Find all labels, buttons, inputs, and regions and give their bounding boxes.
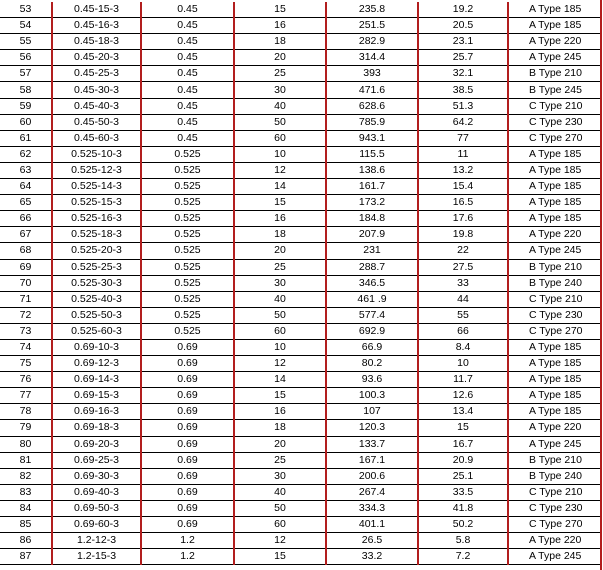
row-number-cell: 87: [0, 549, 52, 565]
value-a-cell: 231: [326, 243, 418, 259]
type-cell: A Type 185: [508, 339, 600, 355]
diameter-cell: 0.525: [141, 195, 234, 211]
type-cell: A Type 185: [508, 388, 600, 404]
row-number-cell: 77: [0, 388, 52, 404]
model-cell: 0.525-10-3: [52, 146, 141, 162]
value-a-cell: 115.5: [326, 146, 418, 162]
diameter-cell: 0.45: [141, 114, 234, 130]
type-cell: C Type 230: [508, 114, 600, 130]
value-b-cell: 50.2: [418, 517, 508, 533]
size-cell: 18: [234, 34, 326, 50]
row-number-cell: 65: [0, 195, 52, 211]
value-b-cell: 13.2: [418, 162, 508, 178]
value-b-cell: 55: [418, 307, 508, 323]
model-cell: 0.525-12-3: [52, 162, 141, 178]
value-a-cell: 184.8: [326, 211, 418, 227]
row-number-cell: 69: [0, 259, 52, 275]
size-cell: 50: [234, 307, 326, 323]
value-b-cell: 33.5: [418, 484, 508, 500]
value-a-cell: 628.6: [326, 98, 418, 114]
row-number-cell: 70: [0, 275, 52, 291]
value-b-cell: 5.8: [418, 533, 508, 549]
model-cell: 0.69-50-3: [52, 500, 141, 516]
row-number-cell: 80: [0, 436, 52, 452]
type-cell: A Type 185: [508, 404, 600, 420]
model-cell: 0.525-25-3: [52, 259, 141, 275]
model-cell: 0.45-18-3: [52, 34, 141, 50]
value-a-cell: 93.6: [326, 372, 418, 388]
diameter-cell: 0.525: [141, 307, 234, 323]
value-a-cell: 334.3: [326, 500, 418, 516]
type-cell: A Type 185: [508, 195, 600, 211]
row-number-cell: 67: [0, 227, 52, 243]
value-a-cell: 314.4: [326, 50, 418, 66]
value-a-cell: 120.3: [326, 420, 418, 436]
size-cell: 40: [234, 484, 326, 500]
value-a-cell: 200.6: [326, 468, 418, 484]
table-row: [0, 114, 600, 130]
diameter-cell: 0.69: [141, 372, 234, 388]
value-a-cell: 26.5: [326, 533, 418, 549]
size-cell: 30: [234, 275, 326, 291]
value-b-cell: 41.8: [418, 500, 508, 516]
model-cell: 0.69-16-3: [52, 404, 141, 420]
table-row: [0, 468, 600, 484]
value-a-cell: 161.7: [326, 179, 418, 195]
value-a-cell: 692.9: [326, 323, 418, 339]
row-number-cell: 78: [0, 404, 52, 420]
table-row: [0, 549, 600, 565]
model-cell: 0.525-18-3: [52, 227, 141, 243]
diameter-cell: 0.525: [141, 227, 234, 243]
row-number-cell: 68: [0, 243, 52, 259]
value-b-cell: 19.8: [418, 227, 508, 243]
diameter-cell: 0.45: [141, 50, 234, 66]
model-cell: 0.45-60-3: [52, 130, 141, 146]
row-number-cell: 72: [0, 307, 52, 323]
model-cell: 0.525-30-3: [52, 275, 141, 291]
value-a-cell: 138.6: [326, 162, 418, 178]
diameter-cell: 0.525: [141, 323, 234, 339]
table-row: [0, 420, 600, 436]
model-cell: 0.525-60-3: [52, 323, 141, 339]
size-cell: 30: [234, 82, 326, 98]
value-a-cell: 401.1: [326, 517, 418, 533]
diameter-cell: 0.45: [141, 66, 234, 82]
row-number-cell: 76: [0, 372, 52, 388]
table-row: [0, 211, 600, 227]
type-cell: A Type 185: [508, 2, 600, 18]
size-cell: 14: [234, 179, 326, 195]
table-row: [0, 2, 600, 18]
diameter-cell: 1.2: [141, 549, 234, 565]
value-a-cell: 167.1: [326, 452, 418, 468]
size-cell: 60: [234, 323, 326, 339]
diameter-cell: 0.45: [141, 34, 234, 50]
value-b-cell: 8.4: [418, 339, 508, 355]
type-cell: A Type 245: [508, 50, 600, 66]
size-cell: 15: [234, 195, 326, 211]
value-a-cell: 461 .9: [326, 291, 418, 307]
value-b-cell: 16.5: [418, 195, 508, 211]
table-row: [0, 484, 600, 500]
size-cell: 10: [234, 339, 326, 355]
value-a-cell: 785.9: [326, 114, 418, 130]
model-cell: 0.525-15-3: [52, 195, 141, 211]
diameter-cell: 0.69: [141, 436, 234, 452]
model-cell: 0.525-40-3: [52, 291, 141, 307]
model-cell: 1.2-12-3: [52, 533, 141, 549]
type-cell: A Type 185: [508, 356, 600, 372]
table-row: [0, 259, 600, 275]
row-number-cell: 60: [0, 114, 52, 130]
size-cell: 18: [234, 420, 326, 436]
value-b-cell: 20.5: [418, 18, 508, 34]
table-right-border: [600, 0, 602, 570]
model-cell: 0.45-40-3: [52, 98, 141, 114]
value-b-cell: 25.1: [418, 468, 508, 484]
value-a-cell: 235.8: [326, 2, 418, 18]
value-b-cell: 22: [418, 243, 508, 259]
value-a-cell: 943.1: [326, 130, 418, 146]
value-b-cell: 11: [418, 146, 508, 162]
model-cell: 0.45-25-3: [52, 66, 141, 82]
model-cell: 0.45-50-3: [52, 114, 141, 130]
diameter-cell: 0.69: [141, 517, 234, 533]
size-cell: 40: [234, 291, 326, 307]
table-row: [0, 243, 600, 259]
spec-table: [0, 2, 600, 565]
value-b-cell: 23.1: [418, 34, 508, 50]
type-cell: C Type 210: [508, 291, 600, 307]
table-row: [0, 179, 600, 195]
row-number-cell: 55: [0, 34, 52, 50]
table-row: [0, 452, 600, 468]
type-cell: C Type 210: [508, 98, 600, 114]
type-cell: A Type 185: [508, 372, 600, 388]
diameter-cell: 0.45: [141, 98, 234, 114]
diameter-cell: 0.525: [141, 291, 234, 307]
size-cell: 60: [234, 517, 326, 533]
table-row: [0, 291, 600, 307]
value-a-cell: 66.9: [326, 339, 418, 355]
table-row: [0, 323, 600, 339]
table-row: [0, 82, 600, 98]
size-cell: 15: [234, 549, 326, 565]
value-b-cell: 19.2: [418, 2, 508, 18]
model-cell: 0.525-20-3: [52, 243, 141, 259]
diameter-cell: 0.69: [141, 339, 234, 355]
table-row: [0, 34, 600, 50]
type-cell: A Type 220: [508, 533, 600, 549]
value-a-cell: 471.6: [326, 82, 418, 98]
model-cell: 0.69-12-3: [52, 356, 141, 372]
model-cell: 0.69-10-3: [52, 339, 141, 355]
value-b-cell: 64.2: [418, 114, 508, 130]
value-b-cell: 7.2: [418, 549, 508, 565]
value-b-cell: 33: [418, 275, 508, 291]
diameter-cell: 0.525: [141, 243, 234, 259]
model-cell: 0.69-15-3: [52, 388, 141, 404]
size-cell: 20: [234, 50, 326, 66]
type-cell: A Type 220: [508, 420, 600, 436]
row-number-cell: 54: [0, 18, 52, 34]
table-row: [0, 388, 600, 404]
table-row: [0, 339, 600, 355]
size-cell: 50: [234, 114, 326, 130]
diameter-cell: 1.2: [141, 533, 234, 549]
row-number-cell: 84: [0, 500, 52, 516]
table-row: [0, 50, 600, 66]
diameter-cell: 0.69: [141, 420, 234, 436]
value-b-cell: 16.7: [418, 436, 508, 452]
type-cell: A Type 185: [508, 179, 600, 195]
table-row: [0, 436, 600, 452]
value-a-cell: 33.2: [326, 549, 418, 565]
model-cell: 0.69-60-3: [52, 517, 141, 533]
row-number-cell: 74: [0, 339, 52, 355]
type-cell: B Type 240: [508, 275, 600, 291]
row-number-cell: 75: [0, 356, 52, 372]
size-cell: 60: [234, 130, 326, 146]
row-number-cell: 64: [0, 179, 52, 195]
row-number-cell: 56: [0, 50, 52, 66]
type-cell: B Type 245: [508, 82, 600, 98]
type-cell: A Type 220: [508, 227, 600, 243]
size-cell: 16: [234, 18, 326, 34]
value-a-cell: 207.9: [326, 227, 418, 243]
table-row: [0, 98, 600, 114]
diameter-cell: 0.69: [141, 468, 234, 484]
value-b-cell: 27.5: [418, 259, 508, 275]
diameter-cell: 0.525: [141, 259, 234, 275]
value-a-cell: 251.5: [326, 18, 418, 34]
value-b-cell: 11.7: [418, 372, 508, 388]
model-cell: 0.525-16-3: [52, 211, 141, 227]
diameter-cell: 0.525: [141, 211, 234, 227]
value-a-cell: 80.2: [326, 356, 418, 372]
model-cell: 0.525-14-3: [52, 179, 141, 195]
type-cell: A Type 245: [508, 243, 600, 259]
value-a-cell: 577.4: [326, 307, 418, 323]
model-cell: 0.69-40-3: [52, 484, 141, 500]
table-row: [0, 500, 600, 516]
diameter-cell: 0.45: [141, 2, 234, 18]
value-b-cell: 17.6: [418, 211, 508, 227]
diameter-cell: 0.45: [141, 82, 234, 98]
value-b-cell: 38.5: [418, 82, 508, 98]
value-b-cell: 15.4: [418, 179, 508, 195]
row-number-cell: 79: [0, 420, 52, 436]
table-row: [0, 517, 600, 533]
size-cell: 20: [234, 436, 326, 452]
value-b-cell: 66: [418, 323, 508, 339]
row-number-cell: 62: [0, 146, 52, 162]
model-cell: 0.69-20-3: [52, 436, 141, 452]
model-cell: 0.69-14-3: [52, 372, 141, 388]
value-a-cell: 282.9: [326, 34, 418, 50]
size-cell: 15: [234, 388, 326, 404]
value-a-cell: 267.4: [326, 484, 418, 500]
row-number-cell: 73: [0, 323, 52, 339]
type-cell: A Type 185: [508, 146, 600, 162]
diameter-cell: 0.45: [141, 130, 234, 146]
size-cell: 40: [234, 98, 326, 114]
type-cell: C Type 270: [508, 130, 600, 146]
diameter-cell: 0.525: [141, 179, 234, 195]
type-cell: B Type 210: [508, 259, 600, 275]
table-row: [0, 227, 600, 243]
type-cell: C Type 230: [508, 500, 600, 516]
row-number-cell: 86: [0, 533, 52, 549]
row-number-cell: 83: [0, 484, 52, 500]
size-cell: 18: [234, 227, 326, 243]
diameter-cell: 0.69: [141, 500, 234, 516]
size-cell: 12: [234, 533, 326, 549]
size-cell: 25: [234, 259, 326, 275]
value-b-cell: 32.1: [418, 66, 508, 82]
type-cell: A Type 245: [508, 436, 600, 452]
type-cell: B Type 240: [508, 468, 600, 484]
row-number-cell: 58: [0, 82, 52, 98]
value-b-cell: 15: [418, 420, 508, 436]
diameter-cell: 0.69: [141, 484, 234, 500]
size-cell: 50: [234, 500, 326, 516]
table-row: [0, 18, 600, 34]
diameter-cell: 0.525: [141, 162, 234, 178]
size-cell: 25: [234, 66, 326, 82]
type-cell: A Type 245: [508, 549, 600, 565]
table-row: [0, 146, 600, 162]
size-cell: 25: [234, 452, 326, 468]
row-number-cell: 61: [0, 130, 52, 146]
value-b-cell: 10: [418, 356, 508, 372]
value-b-cell: 12.6: [418, 388, 508, 404]
row-number-cell: 66: [0, 211, 52, 227]
value-a-cell: 346.5: [326, 275, 418, 291]
size-cell: 12: [234, 356, 326, 372]
type-cell: C Type 230: [508, 307, 600, 323]
row-number-cell: 63: [0, 162, 52, 178]
model-cell: 1.2-15-3: [52, 549, 141, 565]
size-cell: 20: [234, 243, 326, 259]
row-number-cell: 85: [0, 517, 52, 533]
type-cell: A Type 185: [508, 162, 600, 178]
table-row: [0, 195, 600, 211]
type-cell: C Type 270: [508, 517, 600, 533]
table-row: [0, 275, 600, 291]
model-cell: 0.525-50-3: [52, 307, 141, 323]
row-number-cell: 53: [0, 2, 52, 18]
diameter-cell: 0.525: [141, 146, 234, 162]
diameter-cell: 0.69: [141, 356, 234, 372]
size-cell: 16: [234, 211, 326, 227]
size-cell: 14: [234, 372, 326, 388]
type-cell: C Type 270: [508, 323, 600, 339]
diameter-cell: 0.45: [141, 18, 234, 34]
size-cell: 30: [234, 468, 326, 484]
size-cell: 16: [234, 404, 326, 420]
model-cell: 0.69-18-3: [52, 420, 141, 436]
table-row: [0, 372, 600, 388]
size-cell: 10: [234, 146, 326, 162]
table-body: [0, 2, 600, 565]
row-number-cell: 57: [0, 66, 52, 82]
type-cell: B Type 210: [508, 66, 600, 82]
diameter-cell: 0.525: [141, 275, 234, 291]
diameter-cell: 0.69: [141, 452, 234, 468]
value-a-cell: 100.3: [326, 388, 418, 404]
value-a-cell: 288.7: [326, 259, 418, 275]
value-b-cell: 51.3: [418, 98, 508, 114]
value-b-cell: 25.7: [418, 50, 508, 66]
value-b-cell: 20.9: [418, 452, 508, 468]
type-cell: A Type 185: [508, 18, 600, 34]
table-row: [0, 66, 600, 82]
model-cell: 0.45-15-3: [52, 2, 141, 18]
value-b-cell: 13.4: [418, 404, 508, 420]
model-cell: 0.45-30-3: [52, 82, 141, 98]
diameter-cell: 0.69: [141, 404, 234, 420]
row-number-cell: 81: [0, 452, 52, 468]
model-cell: 0.69-25-3: [52, 452, 141, 468]
row-number-cell: 59: [0, 98, 52, 114]
value-b-cell: 44: [418, 291, 508, 307]
row-number-cell: 82: [0, 468, 52, 484]
value-a-cell: 173.2: [326, 195, 418, 211]
type-cell: A Type 185: [508, 211, 600, 227]
model-cell: 0.45-16-3: [52, 18, 141, 34]
size-cell: 12: [234, 162, 326, 178]
table-row: [0, 162, 600, 178]
table-row: [0, 356, 600, 372]
value-a-cell: 133.7: [326, 436, 418, 452]
size-cell: 15: [234, 2, 326, 18]
diameter-cell: 0.69: [141, 388, 234, 404]
model-cell: 0.69-30-3: [52, 468, 141, 484]
table-row: [0, 130, 600, 146]
table-row: [0, 533, 600, 549]
table-row: [0, 404, 600, 420]
value-a-cell: 107: [326, 404, 418, 420]
value-b-cell: 77: [418, 130, 508, 146]
table-row: [0, 307, 600, 323]
type-cell: A Type 220: [508, 34, 600, 50]
type-cell: B Type 210: [508, 452, 600, 468]
type-cell: C Type 210: [508, 484, 600, 500]
row-number-cell: 71: [0, 291, 52, 307]
model-cell: 0.45-20-3: [52, 50, 141, 66]
value-a-cell: 393: [326, 66, 418, 82]
